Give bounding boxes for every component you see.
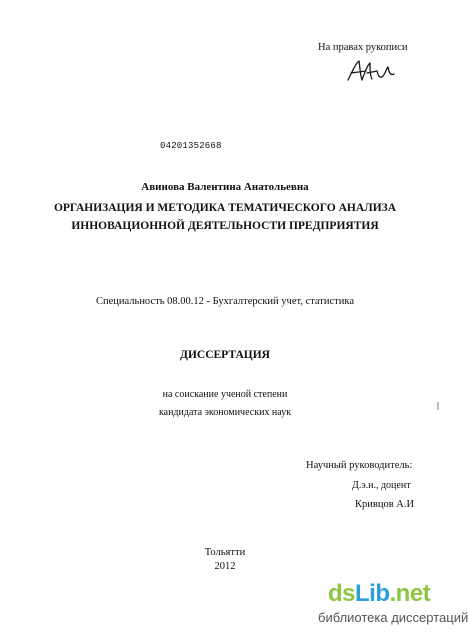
author-name: Авинова Валентина Анатольевна — [141, 181, 309, 193]
work-type-heading: ДИССЕРТАЦИЯ — [180, 349, 270, 361]
degree-line-2: кандидата экономических наук — [158, 407, 292, 418]
city: Тольятти — [204, 547, 246, 558]
logo-part-lib: Lib — [355, 580, 390, 607]
watermark-tagline: библиотека диссертаций — [318, 610, 468, 625]
thesis-title-line-2: ИННОВАЦИОННОЙ ДЕЯТЕЛЬНОСТИ ПРЕДПРИЯТИЯ — [71, 220, 379, 232]
year: 2012 — [214, 561, 236, 572]
supervisor-label: Научный руководитель: — [306, 460, 413, 471]
specialty: Специальность 08.00.12 - Бухгалтерский учет, статистика — [96, 296, 354, 307]
signature-icon — [345, 58, 397, 84]
logo-part-net: .net — [389, 580, 431, 607]
rights-notice: На правах рукописи — [318, 42, 408, 53]
logo-part-ds: ds — [328, 580, 356, 607]
thesis-title-line-1: ОРГАНИЗАЦИЯ И МЕТОДИКА ТЕМАТИЧЕСКОГО АНАЛИЗА — [53, 202, 397, 214]
scan-speck — [437, 402, 439, 410]
supervisor-name: Кривцов А.И — [355, 499, 415, 510]
dslib-logo[interactable] — [328, 580, 430, 608]
supervisor-degree: Д.э.н., доцент — [352, 480, 411, 491]
degree-line-1: на соискание ученой степени — [162, 389, 288, 400]
archive-code: 04201352668 — [160, 141, 222, 151]
